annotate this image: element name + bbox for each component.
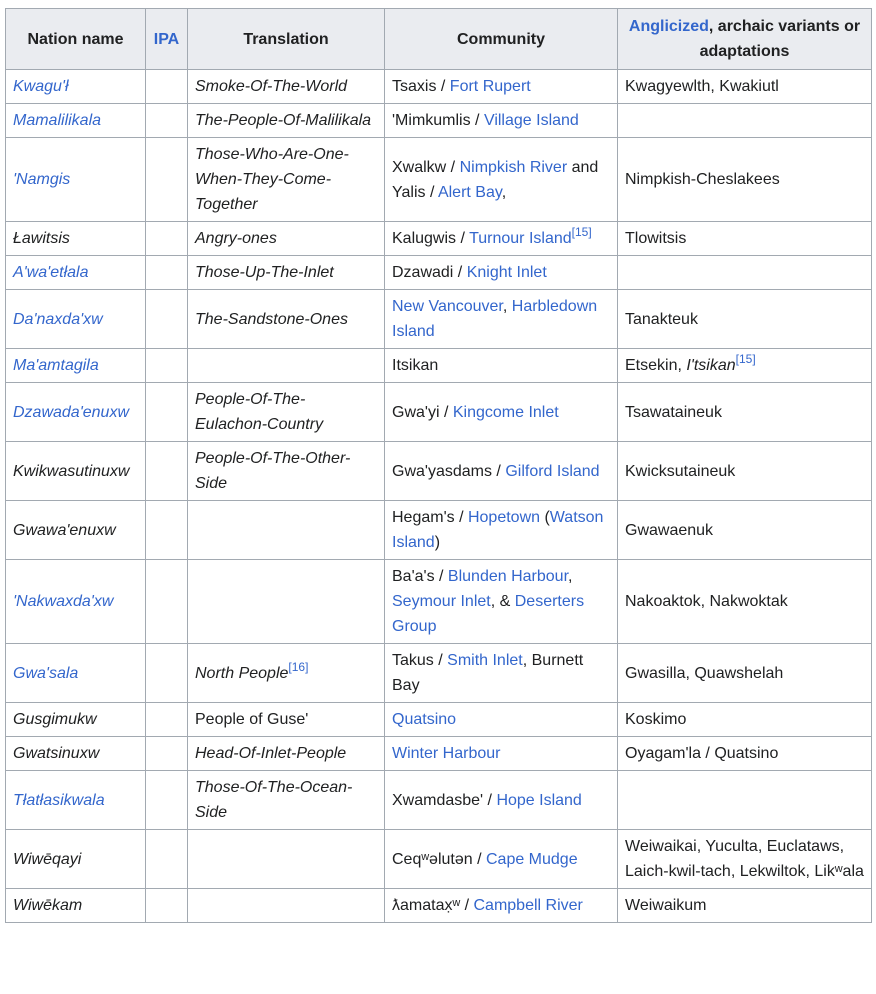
place-link[interactable]: Turnour Island	[469, 230, 572, 247]
nation-link[interactable]: 'Nakwaxda'xw	[13, 593, 114, 610]
translation-cell	[188, 256, 385, 290]
cell-text: Tlowitsis	[625, 230, 687, 247]
community-cell	[385, 138, 618, 222]
translation-cell	[188, 349, 385, 383]
place-link[interactable]: Smith Inlet	[447, 652, 523, 669]
place-link[interactable]: Cape Mudge	[485, 850, 578, 868]
translation-cell	[188, 383, 385, 442]
translation-text: North People	[195, 664, 289, 682]
ipa-cell	[146, 349, 188, 383]
nation-name-cell	[6, 830, 146, 889]
translation-cell	[188, 737, 385, 771]
ipa-cell	[146, 442, 188, 501]
translation-text: People of Guse'	[195, 711, 309, 728]
nation-link[interactable]: Ma'amtagila	[13, 357, 99, 374]
nation-name-cell[interactable]	[6, 644, 146, 703]
cell-text: Ba'a's /	[392, 568, 448, 585]
translation-text: Angry-ones	[195, 230, 277, 247]
community-cell	[385, 349, 618, 383]
ipa-cell	[146, 290, 188, 349]
nation-name-cell[interactable]	[6, 256, 146, 290]
citation-link[interactable]: [15]	[571, 225, 592, 239]
cell-text: Takus /	[392, 652, 448, 669]
anglicized-cell	[618, 349, 872, 383]
cell-text: )	[434, 534, 441, 551]
nation-link[interactable]: A'wa'etłala	[13, 264, 89, 281]
community-cell	[385, 501, 618, 560]
place-link[interactable]: Harbledown Island	[392, 298, 598, 340]
cell-text: Kwagyewlth, Kwakiutl	[625, 78, 779, 95]
nation-link[interactable]: Da'naxda'xw	[13, 310, 103, 328]
translation-cell	[188, 70, 385, 104]
header-community: Community	[385, 9, 618, 70]
nation-name-cell[interactable]	[6, 138, 146, 222]
table-row	[6, 290, 872, 349]
anglicized-cell	[618, 104, 872, 138]
translation-cell	[188, 138, 385, 222]
nation-name: Gwawa'enuxw	[13, 521, 116, 539]
table-row	[6, 771, 872, 830]
ipa-cell	[146, 383, 188, 442]
nation-link[interactable]: 'Namgis	[13, 171, 71, 188]
translation-text: Smoke-Of-The-World	[195, 78, 348, 95]
anglicized-cell	[618, 771, 872, 830]
cell-text: I'tsikan	[686, 357, 736, 374]
cell-text: Gwa'yasdams /	[392, 462, 506, 480]
translation-text: The-People-Of-Malilikala	[195, 112, 372, 129]
anglicized-cell	[618, 256, 872, 290]
nation-link[interactable]: Kwagu'ł	[13, 78, 69, 95]
community-cell	[385, 256, 618, 290]
cell-text: Xwamdasbe' /	[392, 791, 497, 809]
nation-name-cell[interactable]	[6, 560, 146, 644]
translation-cell	[188, 104, 385, 138]
anglicized-cell	[618, 383, 872, 442]
nation-link[interactable]: Tłatłasikwala	[13, 791, 105, 809]
cell-text: Nakoaktok, Nakwoktak	[625, 593, 788, 610]
community-cell	[385, 737, 618, 771]
community-cell	[385, 70, 618, 104]
community-cell	[385, 830, 618, 889]
ipa-cell	[146, 256, 188, 290]
translation-cell	[188, 771, 385, 830]
table-row	[6, 830, 872, 889]
header-nation-name: Nation name	[6, 9, 146, 70]
nation-name-cell[interactable]	[6, 771, 146, 830]
community-cell	[385, 703, 618, 737]
cell-text: Kalugwis /	[392, 230, 470, 247]
nation-name-cell	[6, 703, 146, 737]
community-cell	[385, 442, 618, 501]
place-link[interactable]: Alert Bay	[437, 183, 502, 201]
anglicized-cell	[618, 290, 872, 349]
ipa-cell	[146, 501, 188, 560]
community-cell	[385, 889, 618, 923]
translation-cell	[188, 290, 385, 349]
translation-text: Those-Of-The-Ocean-Side	[195, 779, 353, 821]
community-cell	[385, 290, 618, 349]
nation-name-cell[interactable]	[6, 383, 146, 442]
header-translation: Translation	[188, 9, 385, 70]
place-link[interactable]: Hope Island	[496, 791, 582, 809]
ipa-cell	[146, 737, 188, 771]
cell-text: (	[540, 509, 550, 526]
place-link[interactable]: Nimpkish River	[459, 158, 568, 176]
cell-text: ,	[502, 298, 512, 315]
table-row	[6, 383, 872, 442]
anglicized-cell	[618, 889, 872, 923]
nation-name: Gwatsinuxw	[13, 745, 100, 762]
cell-text: Itsikan	[392, 357, 439, 374]
place-link[interactable]: Fort Rupert	[449, 78, 531, 95]
nation-name: Gusgimukw	[13, 711, 97, 728]
translation-cell	[188, 644, 385, 703]
place-link[interactable]: Seymour Inlet	[392, 593, 491, 610]
community-cell	[385, 104, 618, 138]
place-link[interactable]: Hopetown	[467, 509, 541, 526]
ipa-cell	[146, 889, 188, 923]
ipa-cell	[146, 830, 188, 889]
place-link[interactable]: Gilford Island	[505, 462, 600, 480]
cell-text: ,	[568, 568, 573, 585]
ipa-cell	[146, 70, 188, 104]
table-row	[6, 222, 872, 256]
translation-cell	[188, 830, 385, 889]
cell-text: Tsawataineuk	[625, 403, 722, 421]
cell-text: Oyagam'la / Quatsino	[625, 745, 779, 762]
place-link[interactable]: Deserters Group	[392, 593, 585, 635]
nation-name-cell	[6, 501, 146, 560]
cell-text: ,	[501, 183, 507, 201]
place-link[interactable]: Winter Harbour	[392, 745, 501, 762]
nation-link[interactable]: Dzawada'enuxw	[13, 403, 130, 421]
nation-name: Wiwēqayi	[13, 850, 82, 868]
table-header-row	[6, 9, 872, 70]
nation-name-cell	[6, 442, 146, 501]
cell-text: Tanakteuk	[625, 310, 698, 328]
place-link[interactable]: Watson Island	[392, 509, 604, 551]
place-link[interactable]: Knight Inlet	[466, 264, 547, 281]
anglicized-cell	[618, 70, 872, 104]
translation-cell	[188, 560, 385, 644]
table-row	[6, 256, 872, 290]
place-link[interactable]: Kingcome Inlet	[452, 403, 559, 421]
nation-name-cell	[6, 222, 146, 256]
cell-text: Tsaxis /	[392, 78, 450, 95]
ipa-cell	[146, 644, 188, 703]
community-cell	[385, 222, 618, 256]
table-row	[6, 138, 872, 222]
cell-text: Xwalkw /	[392, 158, 460, 176]
cell-text: Gwa'yi /	[392, 403, 453, 421]
cell-text: Ceqʷəlutən /	[392, 850, 486, 868]
header-anglicized	[618, 9, 872, 70]
cell-text: Dzawadi /	[392, 264, 467, 281]
place-link[interactable]: Village Island	[483, 112, 579, 129]
table-row	[6, 889, 872, 923]
citation-link[interactable]: [15]	[735, 352, 756, 366]
cell-text: Weiwaikum	[625, 897, 707, 914]
translation-text: Those-Up-The-Inlet	[195, 264, 334, 281]
ipa-cell	[146, 222, 188, 256]
nation-name-cell[interactable]	[6, 290, 146, 349]
cell-text: 'Mimkumlis /	[392, 112, 484, 129]
anglicized-cell	[618, 442, 872, 501]
cell-text: Koskimo	[625, 711, 687, 728]
translation-text: Those-Who-Are-One-When-They-Come-Together	[195, 146, 349, 213]
anglicized-link[interactable]: Anglicized	[628, 18, 709, 35]
translation-text: Head-Of-Inlet-People	[195, 745, 347, 762]
cell-text: Weiwaikai, Yuculta, Euclataws, Laich-kwil-tach, Lekwiltok, Likʷala	[625, 838, 864, 880]
nation-name-cell	[6, 737, 146, 771]
cell-text: ƛamatax̣ʷ /	[392, 897, 474, 914]
header-ipa[interactable]	[146, 9, 188, 70]
table-row	[6, 737, 872, 771]
citation-link[interactable]: [16]	[288, 659, 309, 674]
anglicized-cell	[618, 830, 872, 889]
table-row	[6, 349, 872, 383]
community-cell	[385, 560, 618, 644]
cell-text: , &	[490, 593, 515, 610]
cell-text: , Burnett Bay	[392, 652, 584, 694]
place-link[interactable]: Blunden Harbour	[447, 568, 569, 585]
table-row	[6, 560, 872, 644]
translation-cell	[188, 889, 385, 923]
translation-cell	[188, 501, 385, 560]
community-cell	[385, 383, 618, 442]
anglicized-cell	[618, 644, 872, 703]
cell-text: Nimpkish-Cheslakees	[625, 171, 780, 188]
anglicized-cell	[618, 501, 872, 560]
translation-text: The-Sandstone-Ones	[195, 310, 348, 328]
translation-cell	[188, 703, 385, 737]
ipa-link[interactable]: IPA	[153, 30, 180, 48]
cell-text: and Yalis /	[392, 158, 599, 201]
table-row	[6, 644, 872, 703]
table-row	[6, 104, 872, 138]
table-row	[6, 70, 872, 104]
place-link[interactable]: New Vancouver	[392, 298, 503, 315]
ipa-cell	[146, 560, 188, 644]
ipa-cell	[146, 703, 188, 737]
anglicized-cell	[618, 737, 872, 771]
anglicized-cell	[618, 222, 872, 256]
nation-name-cell[interactable]	[6, 70, 146, 104]
translation-text: People-Of-The-Eulachon-Country	[195, 391, 324, 433]
nation-name: Wiwēkam	[13, 897, 83, 914]
table-row	[6, 703, 872, 737]
cell-text: Gwasilla, Quawshelah	[625, 664, 784, 682]
table-row	[6, 442, 872, 501]
table-row	[6, 501, 872, 560]
community-cell	[385, 771, 618, 830]
translation-text: People-Of-The-Other-Side	[195, 450, 351, 492]
anglicized-cell	[618, 703, 872, 737]
nation-link[interactable]: Mamalilikala	[13, 112, 102, 129]
cell-text: Gwawaenuk	[625, 521, 714, 539]
nation-link[interactable]: Gwa'sala	[13, 664, 79, 682]
anglicized-cell	[618, 560, 872, 644]
cell-text: Etsekin,	[625, 357, 687, 374]
cell-text: Kwicksutaineuk	[625, 462, 736, 480]
translation-cell	[188, 222, 385, 256]
ipa-cell	[146, 138, 188, 222]
nation-name: Ławitsis	[13, 230, 70, 247]
nation-name-cell[interactable]	[6, 104, 146, 138]
header-anglicized-rest: , archaic variants or adaptations	[699, 18, 861, 60]
place-link[interactable]: Campbell River	[473, 897, 583, 914]
place-link[interactable]: Quatsino	[392, 711, 457, 728]
table-body	[6, 70, 872, 923]
anglicized-cell	[618, 138, 872, 222]
nations-table	[5, 8, 872, 923]
nation-name-cell[interactable]	[6, 349, 146, 383]
community-cell	[385, 644, 618, 703]
nation-name: Kwikwasutinuxw	[13, 462, 130, 480]
nation-name-cell	[6, 889, 146, 923]
translation-cell	[188, 442, 385, 501]
ipa-cell	[146, 771, 188, 830]
cell-text: Hegam's /	[392, 509, 468, 526]
ipa-cell	[146, 104, 188, 138]
